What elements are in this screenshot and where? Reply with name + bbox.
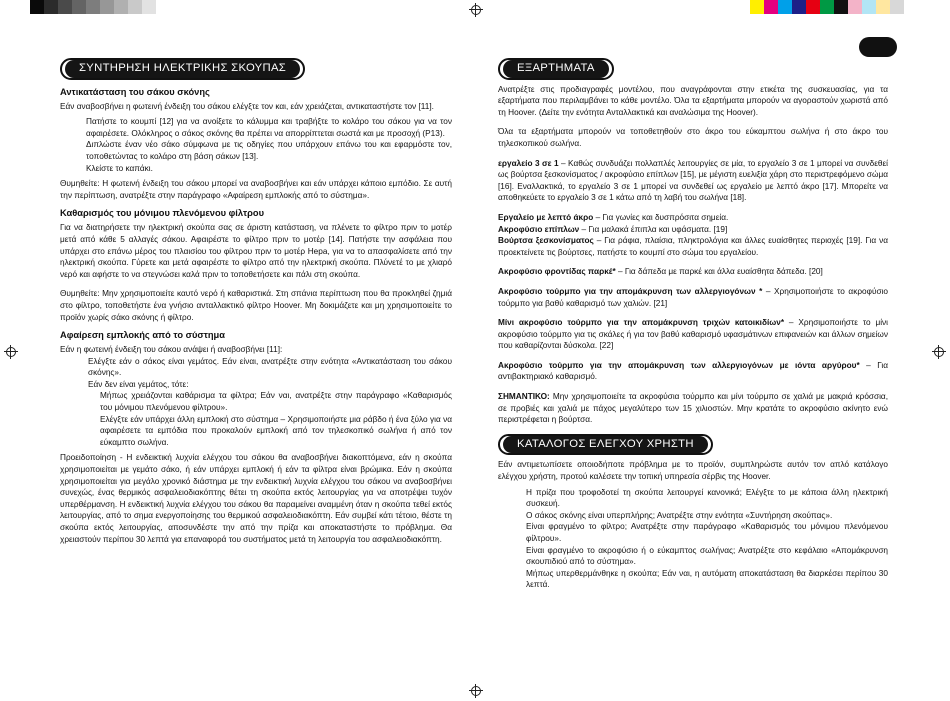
paragraph: Εάν αντιμετωπίσετε οποιοδήποτε πρόβλημα με το προϊόν, συμπληρώστε αυτόν τον απλό κατάλογο ελέγχου χρήστη, προτού καλέσετε την τοπική υπηρεσία σέρβις της Hoover.: [498, 460, 888, 482]
paragraph: Για να διατηρήσετε την ηλεκτρική σκούπα σας σε άριστη κατάσταση, να πλένετε το φίλτρο πριν το μοτέρ μετά από κάθε 5 αλλαγές σάκου. Αφαιρέστε το φίλτρο πριν το μοτέρ [14]. Πατήστε την ασφάλεια που υπάρχει στο επάνω μέρος του πλαισίου του φίλτρου πριν το μοτέρ Hepa, για να το απασφαλίσετε από την ηλεκτρική σκούπα. Γύρετε και μετά αφαιρέστε το φίλτρο από την ηλεκτρική σκούπα. Πλύνετέ το με χλιαρό νερό και αφήστε το να στεγνώσει καλά πριν το τοποθετήσετε και πάλι στη σκούπα.: [60, 223, 452, 279]
section-banner: ΣΥΝΤΗΡΗΣΗ ΗΛΕΚΤΡΙΚΗΣ ΣΚΟΥΠΑΣ: [60, 58, 305, 80]
registration-mark-icon: [4, 345, 18, 359]
gray-swatch: [86, 0, 100, 14]
registration-mark-icon: [469, 3, 483, 17]
checklist-item: Είναι φραγμένο το ακροφύσιο ή ο εύκαμπτος σωλήνας; Ανατρέξτε στο κεφάλαιο «Απομάκρυνση σκουπιδιού από το σύστημα».: [526, 545, 888, 567]
color-swatch: [890, 0, 904, 14]
gray-swatch: [114, 0, 128, 14]
section-title: Αφαίρεση εμπλοκής από το σύστημα: [60, 330, 225, 341]
list-item: Εάν δεν είναι γεμάτος, τότε:: [88, 379, 189, 389]
accessory-item: Μίνι ακροφύσιο τούρμπο για την απομάκρυνση τριχών κατοικιδίων* – Χρησιμοποιήστε το μίνι ακροφύσιο τούρμπο για τις σκάλες ή για τον βαθύ καθαρισμό υφασμάτινων επιφανειών και άλλων σημείων που καθαρίζονται δύσκολα. [22]: [498, 318, 889, 351]
gray-swatch: [72, 0, 86, 14]
gray-swatch: [128, 0, 142, 14]
step-item: Κλείστε το καπάκι.: [86, 163, 153, 173]
gray-swatch: [142, 0, 156, 14]
list-item: Ελέγξτε εάν ο σάκος είναι γεμάτος. Εάν είναι, ανατρέξτε στην ενότητα «Αντικατάσταση του σάκου σκόνης».: [88, 356, 452, 378]
color-swatch: [820, 0, 834, 14]
color-swatch: [848, 0, 862, 14]
section-banner: ΕΞΑΡΤΗΜΑΤΑ: [498, 58, 614, 80]
checklist-item: Ο σάκος σκόνης είναι υπερπλήρης; Ανατρέξτε στην ενότητα «Συντήρηση σκούπας».: [526, 510, 833, 520]
color-swatch: [834, 0, 848, 14]
gray-swatch: [44, 0, 58, 14]
color-swatch: [764, 0, 778, 14]
note: Θυμηθείτε: Η φωτεινή ένδειξη του σάκου μπορεί να αναβοσβήνει και εάν υπάρχει κάποιο εμπόδιο. Σε αυτή την περίπτωση, ανατρέξτε στην παράγραφο «Αφαίρεση εμπλοκής από το σύστημα».: [60, 179, 452, 200]
step-item: Πατήστε το κουμπί [12] για να ανοίξετε το κάλυμμα και τραβήξτε το κολάρο του σάκου για να τον αφαιρέσετε. Ολόκληρος ο σάκος σκόνης θα πρέπει να απορρίπτεται σωστά και με προσοχή (P13).: [86, 117, 452, 138]
color-swatch: [876, 0, 890, 14]
page-number-tab: [859, 37, 897, 57]
color-swatch: [862, 0, 876, 14]
gray-swatch: [30, 0, 44, 14]
paragraph: Εάν η φωτεινή ένδειξη του σάκου ανάψει ή αναβοσβήνει [11]:: [60, 345, 283, 355]
accessory-item: Ακροφύσιο φροντίδας παρκέ* – Για δάπεδα με παρκέ και άλλα ευαίσθητα δάπεδα. [20]: [498, 267, 823, 277]
checklist-item: Μήπως υπερθερμάνθηκε η σκούπα; Εάν ναι, η αυτόματη αποκατάσταση θα διαρκέσει περίπου 30 λεπτά.: [526, 568, 888, 590]
paragraph: Ανατρέξτε στις προδιαγραφές μοντέλου, που αναγράφονται στην ετικέτα της συσκευασίας, για τα εξαρτήματα που περιλαμβάνει το κάθε μοντέλο. Όλα τα εξαρτήματα μπορούν να αγοραστούν χωριστά από τη Hoover. (Δείτε την ενότητα Ανταλλακτικά και αναλώσιμα της Hoover).: [498, 84, 888, 117]
registration-mark-icon: [469, 684, 483, 698]
paragraph: Όλα τα εξαρτήματα μπορούν να τοποθετηθούν στο άκρο του εύκαμπτου σωλήνα ή στο άκρο του τηλεσκοπικού σωλήνα.: [498, 127, 888, 148]
checklist-item: Η πρίζα που τροφοδοτεί τη σκούπα λειτουργεί κανονικά; Ελέγξτε το με κάποια άλλη ηλεκτρική συσκευή.: [526, 487, 888, 509]
note: Θυμηθείτε: Μην χρησιμοποιείτε καυτό νερό ή καθαριστικά. Στη σπάνια περίπτωση που θα προκληθεί ζημιά στο φίλτρο, τοποθετήστε ένα γνήσιο ανταλλακτικό φίλτρο Hoover. Μη δοκιμάζετε και μη χρησιμοποιείτε το προϊόν χωρίς σάκο σκόνης ή φίλτρο.: [60, 289, 452, 322]
accessory-item: Βούρτσα ξεσκονίσματος – Για ράφια, πλαίσια, πληκτρολόγια και άλλες ευαίσθητες περιοχές [19]. Για να προεκτείνετε τις βούρτσες, πατήστε το κουμπί στο σώμα του εργαλείου.: [498, 236, 888, 257]
color-swatch: [806, 0, 820, 14]
accessory-item: Εργαλείο με λεπτό άκρο – Για γωνίες και δυσπρόσιτα σημεία.: [498, 212, 729, 222]
list-item: Ελέγξτε εάν υπάρχει άλλη εμπλοκή στο σύστημα – Χρησιμοποιήστε μια ράβδο ή ένα ξύλο για να αφαιρέσετε τα εμπόδια που προκαλούν εμπλοκή από τον τηλεσκοπικό σωλήνα ή από τον εύκαμπτο σωλήνα.: [100, 414, 452, 447]
section-title: Αντικατάσταση του σάκου σκόνης: [60, 86, 210, 97]
section-title: Καθαρισμός του μόνιμου πλενόμενου φίλτρου: [60, 208, 265, 219]
important-note: ΣΗΜΑΝΤΙΚΟ: Μην χρησιμοποιείτε τα ακροφύσια τούρμπο και μίνι τούρμπο σε χαλιά με μακριά κρόσσια, σε προβιές και χαλιά με πάχος μεγαλύτερο των 15 χιλιοστών. Μην κρατάτε το ακροφύσιο ακίνητο ενώ περιστρέφεται η βούρτσα.: [498, 392, 888, 425]
checklist-item: Είναι φραγμένο το φίλτρο; Ανατρέξτε στην παράγραφο «Καθαρισμός του μόνιμου πλενόμενου φίλτρου».: [526, 522, 888, 543]
gray-swatch: [100, 0, 114, 14]
accessory-item: Ακροφύσιο τούρμπο για την απομάκρυνση των αλλεργιογόνων με ιόντα αργύρου* – Για αντιβακτηριακό καθαρισμό.: [498, 360, 888, 382]
list-item: Μήπως χρειάζονται καθάρισμα τα φίλτρα; Εάν ναι, ανατρέξτε στην παράγραφο «Καθαρισμός του μόνιμου πλενόμενου φίλτρου».: [100, 391, 452, 413]
step-item: Διπλώστε έναν νέο σάκο σύμφωνα με τις οδηγίες που υπάρχουν επάνω του και εφαρμόστε τον, τοποθετώντας το κολάρο στη βάση σάκων [13].: [86, 140, 452, 161]
color-swatch: [778, 0, 792, 14]
warning-paragraph: Προειδοποίηση - Η ενδεικτική λυχνία ελέγχου του σάκου θα αναβοσβήνει διακοπτόμενα, εάν η σκούπα χρησιμοποιείται με γεμάτο σάκο, ή εάν υπάρχει εμπλοκή ή εάν τα φίλτρα είναι βρώμικα. Εάν η σκούπα χρησιμοποιείται για μεγάλο χρονικό διάστημα με την ενδεικτική λυχνία ελέγχου του σάκου να αναβοσβήνει συνεχώς, ένας θερμικός ασφαλειοδιακόπτης θέτει τη σκούπα εκτός λειτουργίας για να αποτρέψει τυχόν υπερθέρμανση. Η ενδεικτική λυχνία ελέγχου του σάκου θα παραμείνει αναμμένη όταν η σκούπα τεθεί εκτός λειτουργίας, από το σημα ενεργοποίησης του θερμικού ασφαλειοδιακόπτη. Εάν συμβεί κάτι τέτοιο, θέστε τη σκούπα εκτός λειτουργίας, αποσυνδέστε την από την πρίζα και αποκαταστήστε το πρόβλημα. Θα χρειαστούν περίπου 30 λεπτά για επαναφορά του συστήματος μετά τη λειτουργία του ασφαλειοδιακόπτη.: [60, 453, 452, 544]
color-swatch: [750, 0, 764, 14]
left-column: [60, 58, 452, 545]
paragraph: Εάν αναβοσβήνει η φωτεινή ένδειξη του σάκου ελέγξτε τον και, εάν χρειάζεται, αντικαταστήστε τον [11].: [60, 101, 434, 111]
right-column: [498, 58, 888, 591]
gray-swatch: [58, 0, 72, 14]
accessory-item: Ακροφύσιο επίπλων – Για μαλακά έπιπλα και υφάσματα. [19]: [498, 224, 728, 234]
registration-mark-icon: [932, 345, 946, 359]
accessory-item: εργαλείο 3 σε 1 – Καθώς συνδυάζει πολλαπλές λειτουργίες σε μία, το εργαλείο 3 σε 1 μπορεί να συνδεθεί ως βούρτσα ξεσκονίσματος / ακροφύσιο επίπλων [15], με μέγιστη ευελιξία χάρη στο περιστρεφόμενο σώμα [16]. Εναλλακτικά, το εργαλείο 3 σε 1 μπορεί να συνδεθεί ως εργαλείο με λεπτό άκρο [17]. Μπορείτε να αποθηκεύετε το εργαλείο 3 σε 1 κάτω από τη λαβή του σωλήνα [18].: [498, 158, 888, 203]
color-swatch: [792, 0, 806, 14]
section-banner: ΚΑΤΑΛΟΓΟΣ ΕΛΕΓΧΟΥ ΧΡΗΣΤΗ: [498, 434, 713, 456]
accessory-item: Ακροφύσιο τούρμπο για την απομάκρυνση των αλλεργιογόνων * – Χρησιμοποιήστε το ακροφύσιο τούρμπο για βαθύ καθαρισμό των χαλιών. [21]: [498, 286, 888, 308]
